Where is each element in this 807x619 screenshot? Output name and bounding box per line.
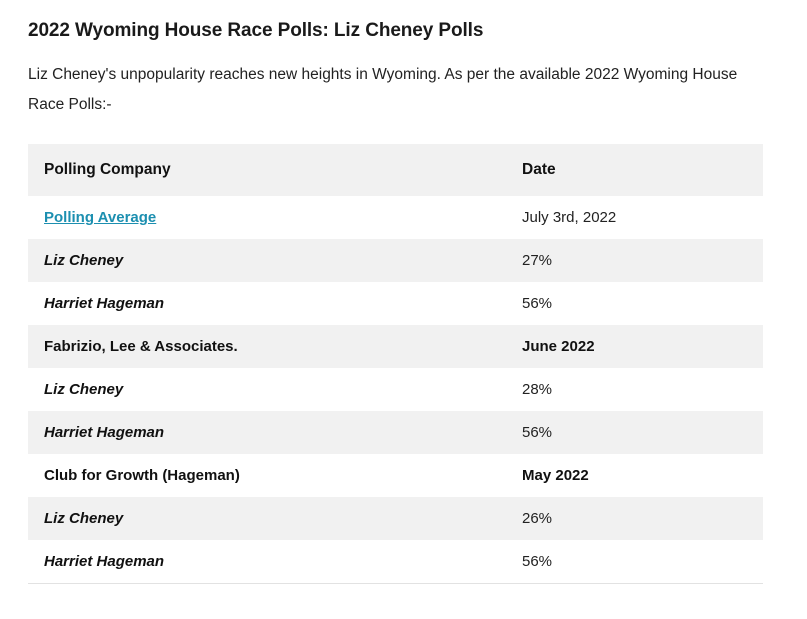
poll-value: 26% xyxy=(522,510,553,527)
candidate-name: Harriet Hageman xyxy=(44,295,165,312)
table-row xyxy=(28,368,763,411)
candidate-name: Harriet Hageman xyxy=(44,553,165,570)
polls-table xyxy=(28,144,763,583)
column-header-date: Date xyxy=(506,144,763,196)
table-body xyxy=(28,196,763,583)
column-header-polling-company: Polling Company xyxy=(28,144,506,196)
poll-value: 56% xyxy=(522,295,553,312)
page-title: 2022 Wyoming House Race Polls: Liz Cheney Polls xyxy=(28,20,484,41)
poll-value: 56% xyxy=(522,553,553,570)
pollster-name: Fabrizio, Lee & Associates. xyxy=(44,338,238,355)
table-row xyxy=(28,454,763,497)
table-header-row xyxy=(28,144,763,196)
poll-value: 28% xyxy=(522,381,553,398)
table-header xyxy=(28,144,763,196)
table-row xyxy=(28,239,763,282)
candidate-name: Harriet Hageman xyxy=(44,424,165,441)
candidate-name: Liz Cheney xyxy=(44,252,124,269)
table-bottom-divider xyxy=(28,583,763,584)
intro-paragraph: Liz Cheney's unpopularity reaches new heights in Wyoming. As per the available 2022 Wyoming House Race Polls:- xyxy=(28,66,738,113)
table-row xyxy=(28,540,763,583)
poll-value: 27% xyxy=(522,252,553,269)
table-row xyxy=(28,325,763,368)
table-row xyxy=(28,497,763,540)
table-row xyxy=(28,411,763,454)
poll-date: June 2022 xyxy=(522,338,595,355)
poll-date: May 2022 xyxy=(522,467,589,484)
candidate-name: Liz Cheney xyxy=(44,381,124,398)
candidate-name: Liz Cheney xyxy=(44,510,124,527)
table-row xyxy=(28,196,763,239)
poll-value: July 3rd, 2022 xyxy=(522,209,617,226)
table-row xyxy=(28,282,763,325)
poll-value: 56% xyxy=(522,424,553,441)
polling-average-link[interactable]: Polling Average xyxy=(44,209,157,226)
pollster-name: Club for Growth (Hageman) xyxy=(44,467,240,484)
